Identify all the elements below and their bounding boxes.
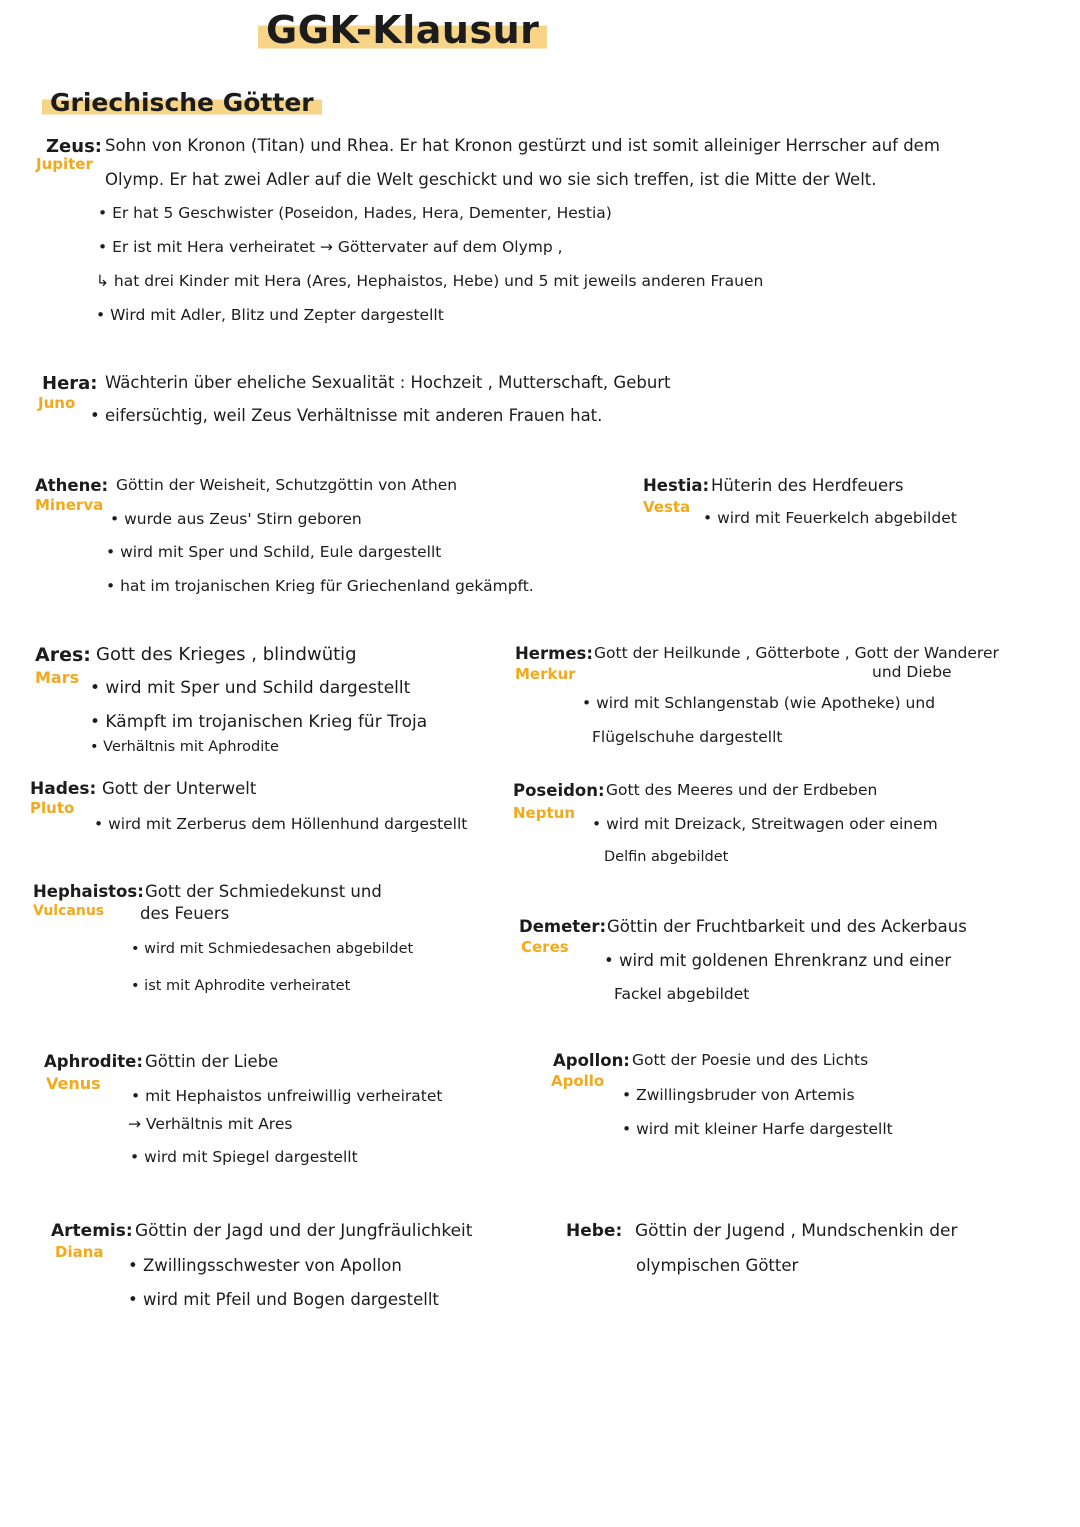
roman-name: Vesta xyxy=(643,498,691,516)
god-description: Gott der Poesie und des Lichts xyxy=(632,1051,869,1069)
god-name: Hestia: xyxy=(643,476,710,495)
bullet-point: • Wird mit Adler, Blitz und Zepter dargestellt xyxy=(96,306,444,324)
bullet-point: • wird mit Feuerkelch abgebildet xyxy=(703,509,957,527)
god-name: Artemis: xyxy=(51,1221,133,1241)
roman-name: Diana xyxy=(55,1243,104,1261)
god-name: Hera: xyxy=(42,373,98,394)
bullet-point: • wird mit Zerberus dem Höllenhund dargestellt xyxy=(94,815,468,833)
god-name: Athene: xyxy=(35,476,109,495)
bullet-point: • wird mit Sper und Schild dargestellt xyxy=(90,678,411,698)
god-description: Göttin der Jugend , Mundschenkin der xyxy=(635,1221,958,1241)
roman-name: Vulcanus xyxy=(33,903,105,919)
bullet-point: • ist mit Aphrodite verheiratet xyxy=(131,978,351,994)
god-description: des Feuers xyxy=(140,904,230,923)
bullet-point: • wird mit kleiner Harfe dargestellt xyxy=(622,1120,893,1138)
bullet-point: • wird mit Spiegel dargestellt xyxy=(130,1148,358,1166)
bullet-point: • Er ist mit Hera verheiratet → Göttervater auf dem Olymp , xyxy=(98,238,563,256)
god-description: Göttin der Jagd und der Jungfräulichkeit xyxy=(135,1221,473,1241)
god-description: Delfin abgebildet xyxy=(604,849,729,865)
bullet-point: • wurde aus Zeus' Stirn geboren xyxy=(110,510,362,528)
god-description: Göttin der Fruchtbarkeit und des Ackerbaus xyxy=(607,917,967,936)
god-name: Hebe: xyxy=(566,1221,623,1241)
god-name: Aphrodite: xyxy=(44,1052,143,1071)
bullet-point: • wird mit Dreizack, Streitwagen oder einem xyxy=(592,815,938,833)
god-description: Fackel abgebildet xyxy=(614,985,750,1003)
bullet-point: • eifersüchtig, weil Zeus Verhältnisse mit anderen Frauen hat. xyxy=(90,406,603,425)
god-description: Sohn von Kronon (Titan) und Rhea. Er hat Kronon gestürzt und ist somit alleiniger Herrscher auf dem xyxy=(105,136,940,155)
bullet-point: • Kämpft im trojanischen Krieg für Troja xyxy=(90,712,428,732)
bullet-point: • Zwillingsschwester von Apollon xyxy=(128,1256,402,1275)
god-name: Hephaistos: xyxy=(33,882,144,901)
roman-name: Ceres xyxy=(521,938,569,956)
bullet-point: ↳ hat drei Kinder mit Hera (Ares, Hephaistos, Hebe) und 5 mit jeweils anderen Frauen xyxy=(96,272,764,290)
god-name: Apollon: xyxy=(553,1051,630,1070)
bullet-point: • wird mit Schlangenstab (wie Apotheke) und xyxy=(582,694,936,712)
bullet-point: • Verhältnis mit Aphrodite xyxy=(90,739,279,755)
god-description: Gott des Meeres und der Erdbeben xyxy=(606,781,878,799)
god-description: Göttin der Liebe xyxy=(145,1052,279,1071)
bullet-point: • wird mit Sper und Schild, Eule dargestellt xyxy=(106,543,442,561)
section-title: Griechische Götter xyxy=(42,88,322,117)
god-name: Poseidon: xyxy=(513,781,605,800)
god-description: Olymp. Er hat zwei Adler auf die Welt geschickt und wo sie sich treffen, ist die Mitte der Welt. xyxy=(105,170,877,189)
bullet-point: • Zwillingsbruder von Artemis xyxy=(622,1086,855,1104)
god-name: Hermes: xyxy=(515,644,593,663)
bullet-point: • mit Hephaistos unfreiwillig verheiratet xyxy=(131,1087,443,1105)
god-name: Zeus: xyxy=(46,136,102,157)
god-description: und Diebe xyxy=(872,663,952,681)
roman-name: Pluto xyxy=(30,799,75,817)
bullet-point: • Er hat 5 Geschwister (Poseidon, Hades, Hera, Dementer, Hestia) xyxy=(98,204,612,222)
god-name: Ares: xyxy=(35,644,91,666)
god-description: Göttin der Weisheit, Schutzgöttin von Athen xyxy=(116,476,458,494)
roman-name: Merkur xyxy=(515,665,576,683)
roman-name: Mars xyxy=(35,668,80,687)
god-description: → Verhältnis mit Ares xyxy=(128,1115,293,1133)
god-description: olympischen Götter xyxy=(636,1256,799,1275)
bullet-point: • wird mit Schmiedesachen abgebildet xyxy=(131,941,414,957)
roman-name: Juno xyxy=(38,394,76,412)
bullet-point: • hat im trojanischen Krieg für Griechenland gekämpft. xyxy=(106,577,534,595)
god-description: Flügelschuhe dargestellt xyxy=(592,728,783,746)
god-description: Gott des Krieges , blindwütig xyxy=(96,644,357,665)
roman-name: Minerva xyxy=(35,496,104,514)
god-description: Wächterin über eheliche Sexualität : Hochzeit , Mutterschaft, Geburt xyxy=(105,373,671,392)
god-name: Hades: xyxy=(30,779,97,799)
god-description: Gott der Heilkunde , Götterbote , Gott der Wanderer xyxy=(594,644,999,662)
roman-name: Apollo xyxy=(551,1072,605,1090)
roman-name: Neptun xyxy=(513,804,575,822)
god-description: Hüterin des Herdfeuers xyxy=(711,476,904,495)
roman-name: Venus xyxy=(46,1074,101,1093)
bullet-point: • wird mit Pfeil und Bogen dargestellt xyxy=(128,1290,439,1309)
bullet-point: • wird mit goldenen Ehrenkranz und einer xyxy=(604,951,952,970)
god-description: Gott der Unterwelt xyxy=(102,779,257,798)
god-description: Gott der Schmiedekunst und xyxy=(145,882,382,901)
roman-name: Jupiter xyxy=(36,155,93,173)
page-title: GGK-Klausur xyxy=(258,8,547,52)
god-name: Demeter: xyxy=(519,917,607,936)
